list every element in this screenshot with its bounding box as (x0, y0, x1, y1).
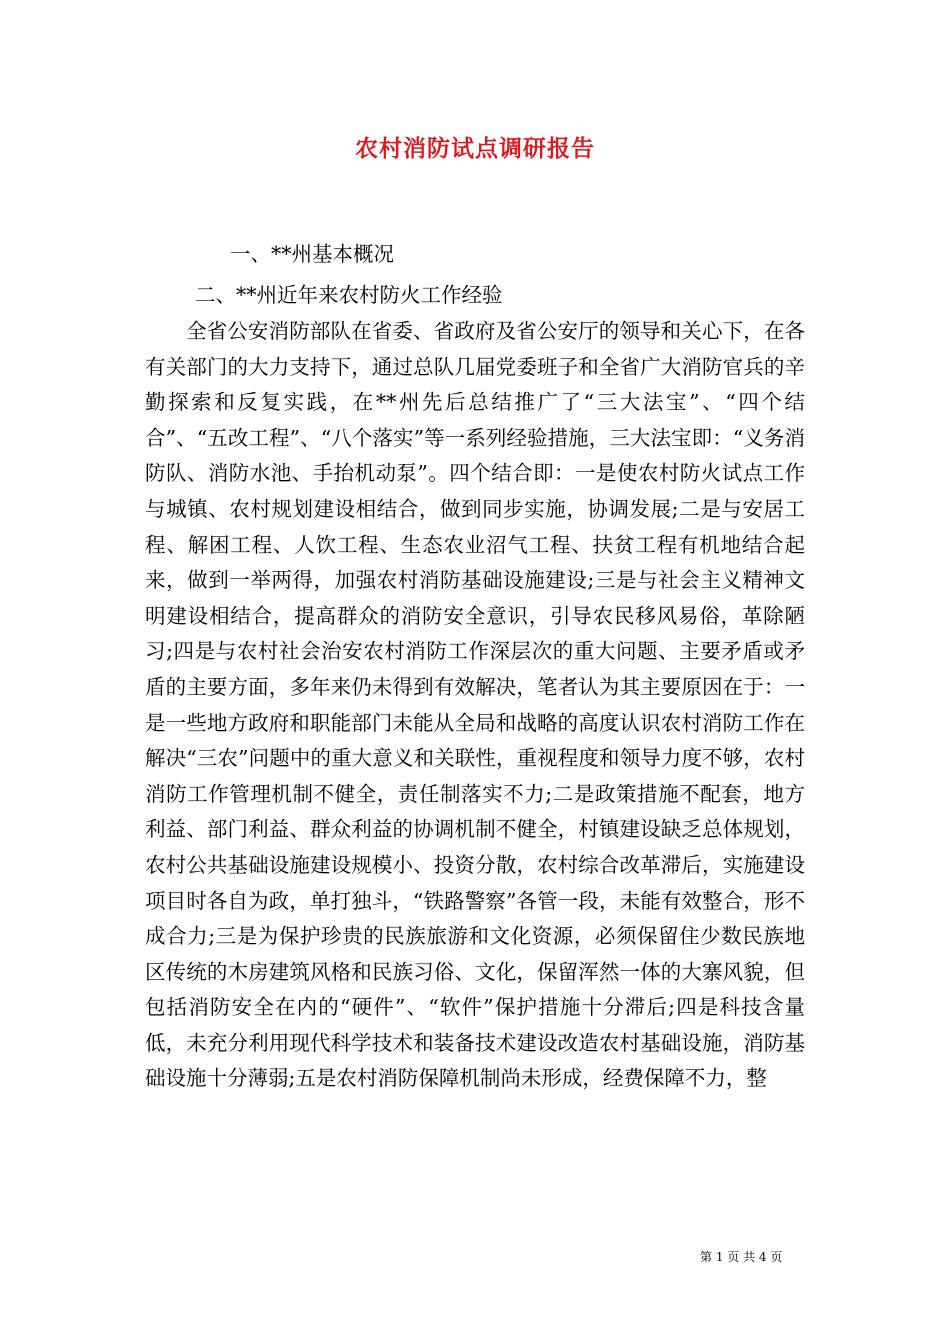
body-paragraph: 全省公安消防部队在省委、省政府及省公安厅的领导和关心下，在各有关部门的大力支持下，通过总队几届党委班子和全省广大消防官兵的辛勤探索和反复实践，在**州先后总结推广了“三大法宝”、“四个结合”、“五改工程”、“八个落实”等一系列经验措施，三大法宝即：“义务消防队、消防水池、手抬机动泵”。四个结合即：一是使农村防火试点工作与城镇、农村规划建设相结合，做到同步实施，协调发展;二是与安居工程、解困工程、人饮工程、生态农业沼气工程、扶贫工程有机地结合起来，做到一举两得，加强农村消防基础设施建设;三是与社会主义精神文明建设相结合，提高群众的消防安全意识，引导农民移风易俗，革除陋习;四是与农村社会治安农村消防工作深层次的重大问题、主要矛盾或矛盾的主要方面，多年来仍未得到有效解决，笔者认为其主要原因在于：一是一些地方政府和职能部门未能从全局和战略的高度认识农村消防工作在解决“三农”问题中的重大意义和关联性，重视程度和领导力度不够，农村消防工作管理机制不健全，责任制落实不力;二是政策措施不配套，地方利益、部门利益、群众利益的协调机制不健全，村镇建设缺乏总体规划，农村公共基础设施建设规模小、投资分散，农村综合改革滞后，实施建设项目时各自为政，单打独斗，“铁路警察”各管一段，未能有效整合，形不成合力;三是为保护珍贵的民族旅游和文化资源，必须保留住少数民族地区传统的木房建筑风格和民族习俗、文化，保留浑然一体的大寨风貌，但包括消防安全在内的“硬件”、“软件”保护措施十分滞后;四是科技含量低，未充分利用现代科学技术和装备技术建设改造农村基础设施，消防基础设施十分薄弱;五是农村消防保障机制尚未形成，经费保障不力，整 (145, 319, 805, 1091)
section-heading-1: 一、**州基本概况 (230, 242, 394, 266)
section-heading-2: 二、**州近年来农村防火工作经验 (195, 283, 503, 307)
document-title: 农村消防试点调研报告 (355, 135, 595, 162)
page-number: 第 1 页 共 4 页 (700, 1250, 783, 1264)
